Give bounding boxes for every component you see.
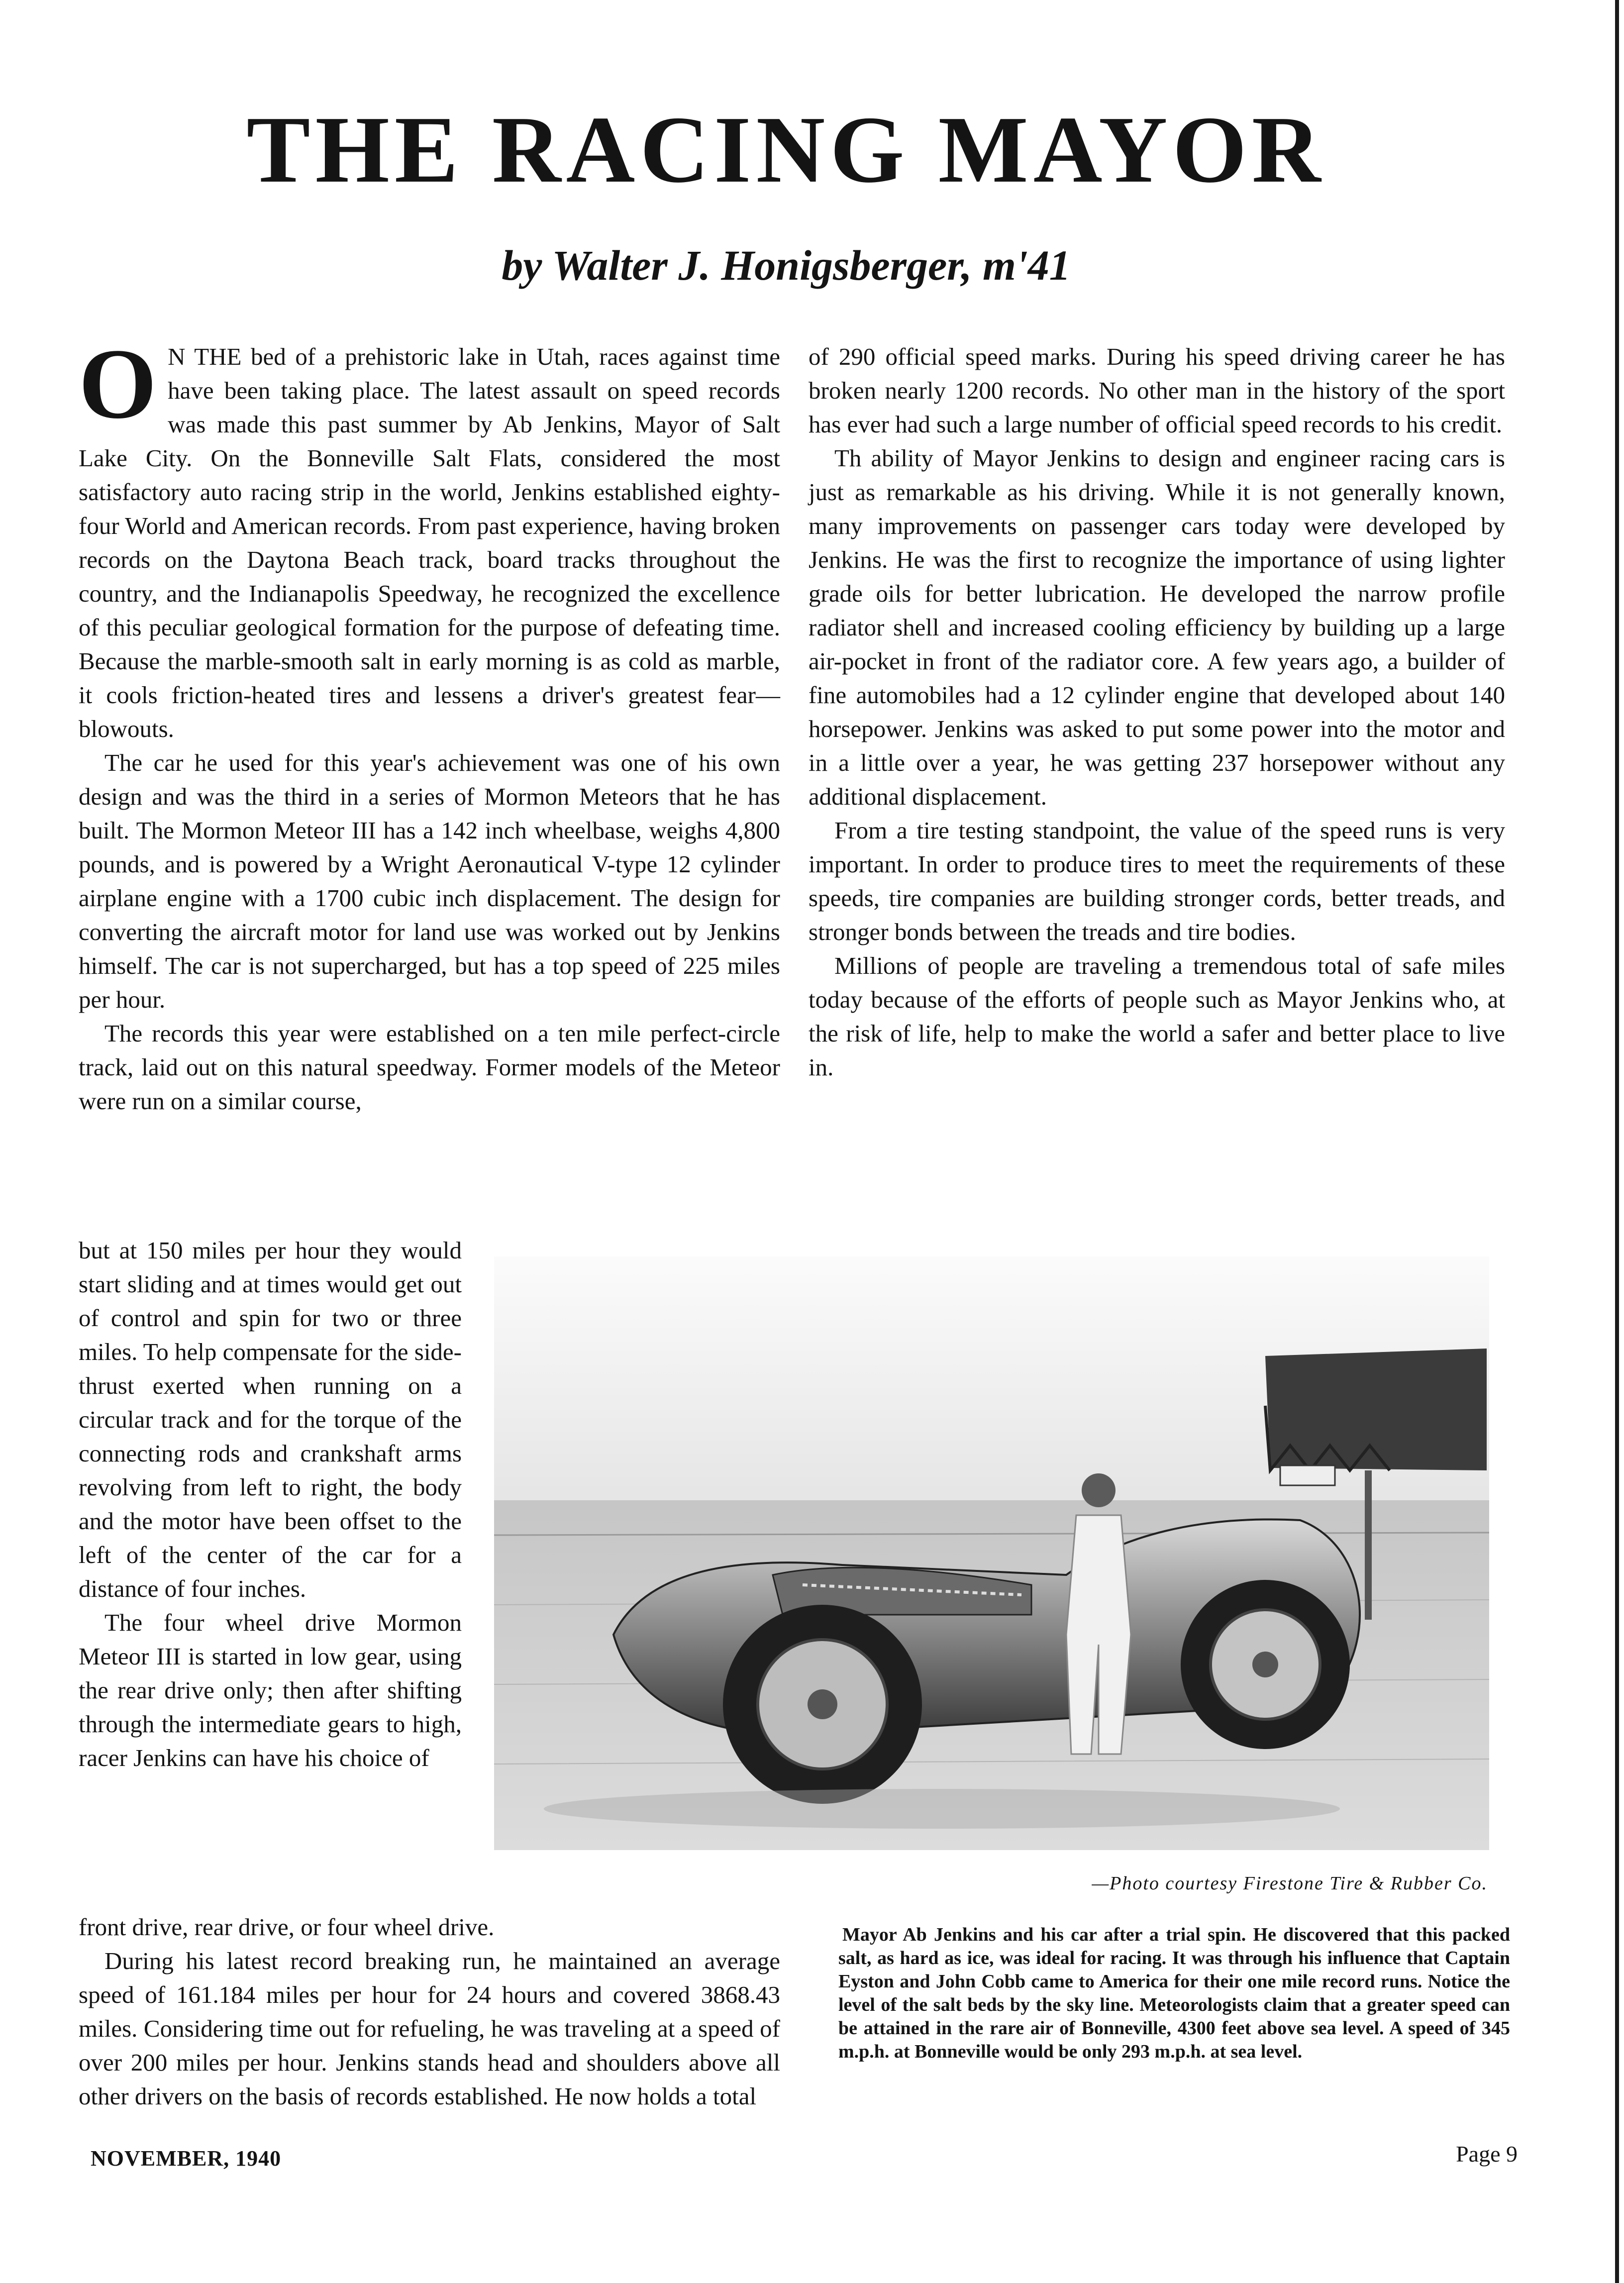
page-number: Page 9 xyxy=(1456,2141,1518,2167)
drop-cap: O xyxy=(79,328,157,439)
race-car-photo-illustration xyxy=(494,1256,1489,1850)
paragraph-4: The four wheel drive Mormon Meteor III is started in low gear, using the rear drive only; then after shifting through the intermediate gears to high, racer Jenkins can have his choice of xyxy=(79,1609,462,1771)
paragraph-8: Millions of people are traveling a tremendous total of safe miles today because of the efforts of people such as Mayor Jenkins who, at the risk of life, help to make the world a safer and better place to live in. xyxy=(809,952,1505,1081)
race-car-photo xyxy=(494,1256,1489,1850)
article-byline: by Walter J. Honigsberger, m'41 xyxy=(502,241,1071,289)
article-title: THE RACING MAYOR xyxy=(246,97,1326,203)
right-column xyxy=(809,340,1505,1084)
narrow-column xyxy=(79,1234,462,1775)
paragraph-6: Th ability of Mayor Jenkins to design and engineer racing cars is just as remarkable as his driving. While it is not generally known, many improvements on passenger cars today were developed by Jenkins. He was the first to recognize the importance of using lighter grade oils for better lubrication. He developed the narrow profile radiator shell and increased cooling efficiency by building up a large air-pocket in front of the radiator core. A few years ago, a builder of fine automobiles had a 12 cylinder engine that developed about 140 horsepower. Jenkins was asked to put some power into the motor and in a little over a year, he was getting 237 horsepower without any additional displacement. xyxy=(809,444,1505,810)
paragraph-1 xyxy=(79,328,780,746)
paragraph-3-continued: but at 150 miles per hour they would start sliding and at times would get out of control and spin for two or three miles. To help compensate for the side-thrust exerted when running on a circular track and for the torque of the connecting rods and crankshaft arms revolving from left to right, the body and the motor have been offset to the left of the center of the car for a distance of four inches. xyxy=(79,1237,462,1602)
paragraph-2: The car he used for this year's achievement was one of his own design and was the third in a series of Mormon Meteors that he has built. The Mormon Meteor III has a 142 inch wheelbase, weighs 4,800 pounds, and is powered by a Wright Aeronautical V-type 12 cylinder airplane engine with a 1700 cubic inch displacement. The design for converting the aircraft motor for land use was worked out by Jenkins himself. The car is not supercharged, but has a top speed of 225 miles per hour. xyxy=(79,749,780,1013)
issue-date: NOVEMBER, 1940 xyxy=(91,2146,282,2171)
paragraph-5: During his latest record breaking run, he maintained an average speed of 161.184 miles per hour for 24 hours and covered 3868.43 miles. Considering time out for refueling, he was traveling at a speed of over 200 miles per hour. Jenkins stands head and shoulders above all other drivers on the basis of records established. He now holds a total xyxy=(79,1947,780,2110)
paragraph-7: From a tire testing standpoint, the value of the speed runs is very important. In order to produce tires to meet the requirements of these speeds, tire companies are building stronger cords, better treads, and stronger bonds between the treads and tire bodies. xyxy=(809,817,1505,945)
page-edge-border xyxy=(1615,0,1619,2283)
bottom-left-column xyxy=(79,1910,780,2113)
left-column xyxy=(79,328,780,1118)
paragraph-1-text: N THE bed of a prehistoric lake in Utah, races against time have been taking place. The latest assault on speed records was made this past summer by Ab Jenkins, Mayor of Salt Lake City. On the Bonneville Salt Flats, considered the most satisfactory auto racing strip in the world, Jenkins established eighty-four World and American records. From past experience, having broken records on the Daytona Beach track, board tracks throughout the country, and the Indianapolis Speedway, he recognized the excellence of this peculiar geological formation for the purpose of defeating time. Because the marble-smooth salt in early morning is as cold as marble, it cools friction-heated tires and lessens a driver's greatest fear—blowouts. xyxy=(79,343,780,742)
paragraph-5-continued: of 290 official speed marks. During his speed driving career he has broken nearly 1200 records. No other man in the history of the sport has ever had such a large number of official speed records to his credit. xyxy=(809,343,1505,438)
paragraph-4-end: front drive, rear drive, or four wheel drive. xyxy=(79,1913,495,1941)
photo-credit: —Photo courtesy Firestone Tire & Rubber Co. xyxy=(1092,1873,1488,1894)
paragraph-3-start: The records this year were established on a ten mile perfect-circle track, laid out on this natural speedway. Former models of the Meteor were run on a similar course, xyxy=(79,1020,780,1115)
photo-caption: Mayor Ab Jenkins and his car after a trial spin. He discovered that this packed salt, as hard as ice, was ideal for racing. It was through his influence that Captain Eyston and John Cobb came to America for their one mile record runs. Notice the level of the salt beds by the sky line. Meteorologists claim that a greater speed can be attained in the rare air of Bonneville, 4300 feet above sea level. A speed of 345 m.p.h. at Bonneville would be only 293 m.p.h. at sea level. xyxy=(838,1924,1510,2062)
